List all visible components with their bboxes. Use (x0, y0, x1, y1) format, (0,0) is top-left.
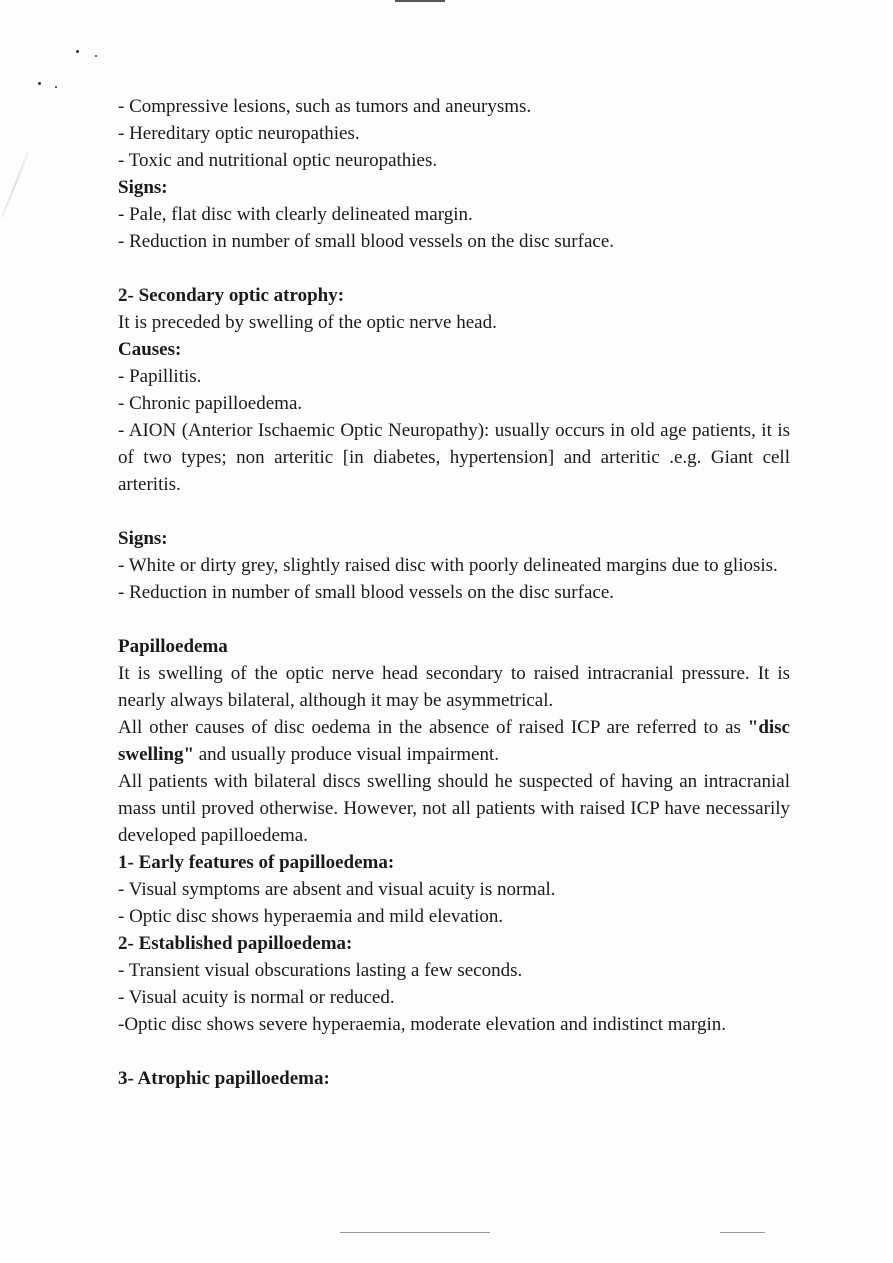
section-heading: 2- Established papilloedema: (118, 933, 353, 954)
scan-mark-bottom (340, 1232, 490, 1233)
scan-mark-bottom (720, 1232, 765, 1233)
section-heading: 3- Atrophic papilloedema: (118, 1068, 330, 1089)
list-item: - Optic disc shows hyperaemia and mild elevation. (118, 906, 504, 927)
list-item: - Reduction in number of small blood vessels on the disc surface. (118, 231, 615, 252)
list-item: - Reduction in number of small blood vessels on the disc surface. (118, 582, 615, 603)
list-item: - Toxic and nutritional optic neuropathies. (118, 150, 438, 171)
section-heading: Causes: (118, 339, 182, 360)
disc-swelling-term: "disc swelling" (118, 717, 790, 765)
list-item: - Papillitis. (118, 366, 202, 387)
scan-mark-top (395, 0, 445, 2)
section-heading: Papilloedema (118, 636, 228, 657)
scan-streak (1, 152, 29, 218)
list-item: - Visual symptoms are absent and visual acuity is normal. (118, 879, 556, 900)
section-heading: 2- Secondary optic atrophy: (118, 285, 345, 306)
list-item: - Hereditary optic neuropathies. (118, 123, 360, 144)
paragraph: It is preceded by swelling of the optic nerve head. (118, 312, 497, 333)
list-item: - Pale, flat disc with clearly delineated margin. (118, 204, 473, 225)
list-item: - Chronic papilloedema. (118, 393, 303, 414)
list-item: - Transient visual obscurations lasting a few seconds. (118, 960, 523, 981)
paragraph: All patients with bilateral discs swelling should he suspected of having an intracranial mass until proved otherwise. However, not all patients with raised ICP have necessarily developed papilloedema. (118, 771, 790, 846)
list-item: -Optic disc shows severe hyperaemia, moderate elevation and indistinct margin. (118, 1014, 726, 1035)
list-item: - AION (Anterior Ischaemic Optic Neuropathy): usually occurs in old age patients, it is of two types; non arteritic [in diabetes, hypertension] and arteritic .e.g. Giant cell arteritis. (118, 420, 790, 495)
section-heading: Signs: (118, 528, 168, 549)
paragraph: All other causes of disc oedema in the absence of raised ICP are referred to as "disc swelling" and usually produce visual impairment. (118, 717, 790, 765)
list-item: - Visual acuity is normal or reduced. (118, 987, 395, 1008)
section-heading: Signs: (118, 177, 168, 198)
scan-speck (38, 82, 41, 85)
scan-speck (55, 86, 57, 88)
scan-speck (76, 50, 79, 53)
list-item: - Compressive lesions, such as tumors and aneurysms. (118, 96, 532, 117)
section-heading: 1- Early features of papilloedema: (118, 852, 395, 873)
paragraph: It is swelling of the optic nerve head secondary to raised intracranial pressure. It is nearly always bilateral, although it may be asymmetrical. (118, 663, 790, 711)
scan-speck (95, 55, 97, 57)
list-item: - White or dirty grey, slightly raised disc with poorly delineated margins due to gliosis. (118, 555, 778, 576)
document-body (118, 93, 790, 1092)
